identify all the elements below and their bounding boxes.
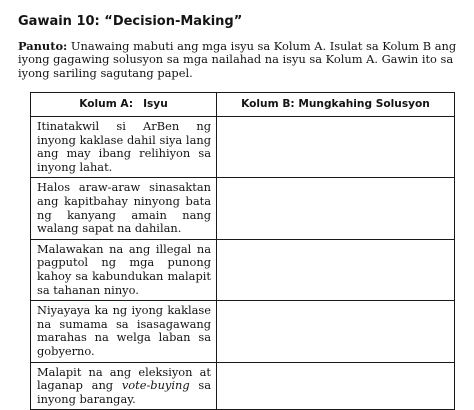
column-a-word: Isyu bbox=[143, 97, 168, 110]
column-b-header bbox=[217, 93, 455, 117]
solution-cell[interactable] bbox=[217, 362, 455, 410]
table-row bbox=[31, 178, 455, 239]
issue-cell: Itinatakwil si ArBen ng inyong kaklase dahil siya lang ang may ibang relihiyon sa inyong lahat. bbox=[31, 117, 217, 178]
column-a-header bbox=[31, 93, 217, 117]
table-row bbox=[31, 239, 455, 300]
instructions bbox=[18, 40, 460, 80]
table-row bbox=[31, 362, 455, 410]
solution-cell[interactable] bbox=[217, 301, 455, 362]
instructions-label: Panuto: bbox=[18, 39, 68, 53]
issue-cell: Halos araw-araw sinasaktan ang kapitbahay ninyong bata ng kanyang amain nang walang sapat na dahilan. bbox=[31, 178, 217, 239]
issue-cell: Niyayaya ka ng iyong kaklase na sumama sa isasagawang marahas na welga laban sa gobyerno. bbox=[31, 301, 217, 362]
table-row bbox=[31, 117, 455, 178]
table-row bbox=[31, 301, 455, 362]
column-b-word: Mungkahing Solusyon bbox=[298, 97, 430, 110]
activity-title: Gawain 10: “Decision-Making” bbox=[18, 14, 243, 29]
instructions-text: Unawaing mabuti ang mga isyu sa Kolum A. Isulat sa Kolum B ang iyong gagawing solusyon sa mga nailahad na isyu sa Kolum A. Gawin ito sa iyong sariling sagutang papel. bbox=[18, 39, 457, 80]
issue-cell bbox=[31, 362, 217, 410]
issue-text-start: Malapit na ang eleksiyon at laganap ang bbox=[37, 364, 211, 393]
solution-cell[interactable] bbox=[217, 117, 455, 178]
solution-cell[interactable] bbox=[217, 239, 455, 300]
issues-table bbox=[30, 92, 455, 410]
issue-text-end: sa inyong barangay. bbox=[37, 378, 211, 406]
column-b-label: Kolum B: bbox=[241, 97, 295, 110]
column-a-label: Kolum A: bbox=[79, 97, 134, 110]
solution-cell[interactable] bbox=[217, 178, 455, 239]
issue-text-emphasis: vote-buying bbox=[121, 378, 190, 393]
table-header-row bbox=[31, 93, 455, 117]
issue-cell: Malawakan na ang illegal na pagputol ng mga punong kahoy sa kabundukan malapit sa tahanan ninyo. bbox=[31, 239, 217, 300]
